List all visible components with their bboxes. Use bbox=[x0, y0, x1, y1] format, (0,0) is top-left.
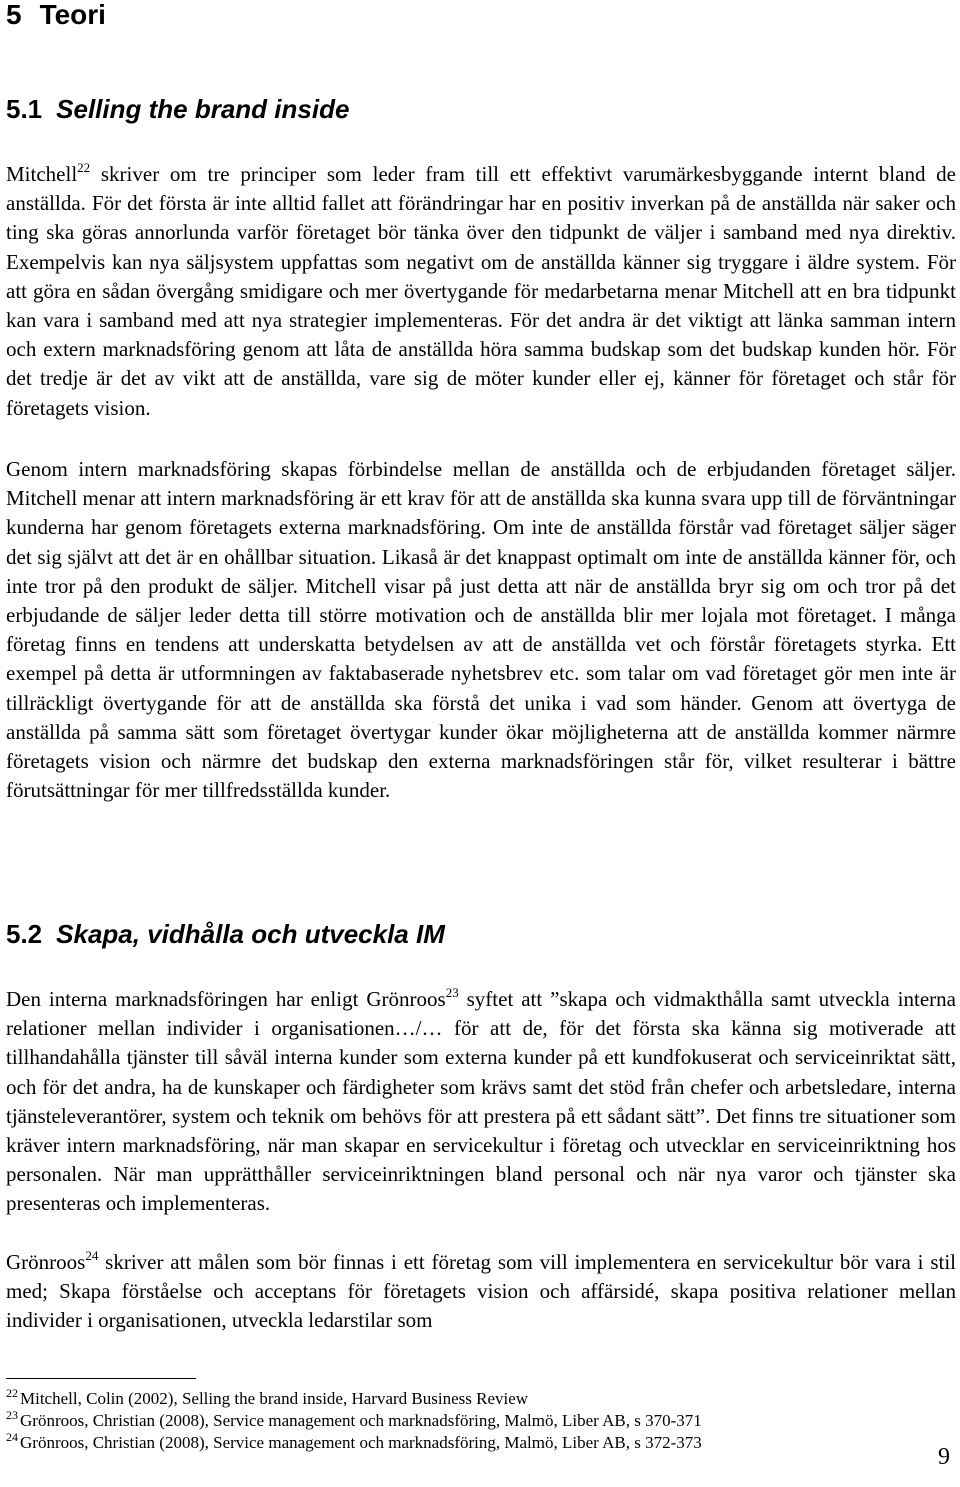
section-heading-5-2 bbox=[6, 918, 445, 950]
section-heading-5-1 bbox=[6, 93, 349, 125]
section-title: Skapa, vidhålla och utveckla IM bbox=[56, 919, 445, 949]
footnote-ref-22[interactable]: 22 bbox=[77, 160, 91, 175]
page-number: 9 bbox=[938, 1444, 950, 1470]
footnote-number: 24 bbox=[6, 1430, 18, 1444]
section-number: 5.1 bbox=[6, 94, 43, 124]
footnotes bbox=[6, 1388, 906, 1454]
paragraph-5-1-2: Genom intern marknadsföring skapas förbindelse mellan de anställda och de erbjudanden företaget säljer. Mitchell menar att intern marknadsföring är ett krav för att de anställda ska kunna svara upp till de förväntningar kunderna har genom företagets externa marknadsföring. Om inte de anställda förstår vad företaget säljer säger det sig självt att det är en ohållbar situation. Likaså är det knappast optimalt om inte de anställda känner för, och inte tror på den produkt de säljer. Mitchell visar på just detta att när de anställda bryr sig om och tror på det erbjudande de säljer leder detta till större motivation och de anställda blir mer lojala mot företaget. I många företag finns en tendens att underskatta betydelsen av att de anställda vet och förstår företagets styrka. Ett exempel på detta är utformningen av faktabaserade nyhetsbrev etc. som talar om vad företaget gör men inte är tillräckligt övertygande för att de anställda ska förstå det unika i vad som händer. Genom att övertyga de anställda på samma sätt som företaget övertygar kunder ökar möjligheterna att de anställda kommer närmre företagets vision och närmre det budskap den externa marknadsföringen står för, vilket resulterar i bättre förutsättningar för mer tillfredsställda kunder. bbox=[6, 457, 956, 803]
section-title: Selling the brand inside bbox=[56, 94, 350, 124]
paragraph-5-2-1: Den interna marknadsföringen har enligt Grönroos$^{23}$ syftet att ”skapa och vidmakthålla samt utveckla interna relationer mellan individer i organisationen…/… för att de, för det första ska känna sig motiverade att tillhandahålla tjänster till såväl interna kunder som externa kunder på ett kundfokuserat och serviceinriktat sätt, och för det andra, ha de kunskaper och färdigheter som krävs samt det stöd från chefer och arbetsledare, interna tjänsteleverantörer, system och teknik om behövs för att prestera på ett sådant sätt”. Det finns tre situationer som kräver intern marknadsföring, när man skapar en servicekultur i företag och utvecklar en serviceinriktning hos personalen. När man upprätthåller serviceinriktningen bland personal och när nya varor och tjänster ska presenteras och implementeras. bbox=[6, 985, 956, 1216]
footnote-number: 23 bbox=[6, 1408, 18, 1422]
footnote-number: 22 bbox=[6, 1386, 18, 1400]
footnote bbox=[6, 1388, 906, 1410]
paragraph-5-2-2: Grönroos$^{24}$ skriver att målen som bör finnas i ett företag som vill implementera en servicekultur bör vara i stil med; Skapa förståelse och acceptans för företagets vision och affärsidé, skapa positiva relationer mellan individer i organisationen, utveckla ledarstilar som bbox=[6, 1248, 956, 1333]
chapter-title: Teori bbox=[39, 0, 106, 30]
chapter-number: 5 bbox=[6, 0, 22, 30]
footnote-ref-24[interactable]: 24 bbox=[85, 1248, 99, 1263]
footnote-separator bbox=[6, 1378, 196, 1379]
footnote-text: Mitchell, Colin (2002), Selling the brand inside, Harvard Business Review bbox=[20, 1389, 529, 1408]
section-number: 5.2 bbox=[6, 919, 43, 949]
footnote bbox=[6, 1432, 906, 1454]
footnote-text: Grönroos, Christian (2008), Service management och marknadsföring, Malmö, Liber AB, s 372-373 bbox=[20, 1433, 702, 1452]
footnote-text: Grönroos, Christian (2008), Service management och marknadsföring, Malmö, Liber AB, s 370-371 bbox=[20, 1411, 702, 1430]
footnote-ref-23[interactable]: 23 bbox=[445, 985, 459, 1000]
chapter-heading bbox=[6, 0, 106, 32]
footnote bbox=[6, 1410, 906, 1432]
paragraph-5-1-1: Mitchell$^{22}$ skriver om tre principer som leder fram till ett effektivt varumärkesbyggande internt bland de anställda. För det första är inte alltid fallet att förändringar har en positiv inverkan på de anställda när saker och ting ska göras annorlunda varför företaget bör tänka över den tidpunkt de väljer i samband med nya direktiv. Exempelvis kan nya säljsystem uppfattas som negativt om de anställda känner sig tryggare i äldre system. För att göra en sådan övergång smidigare och mer övertygande för medarbetarna menar Mitchell att en bra tidpunkt kan vara i samband med att nya strategier implementeras. För det andra är det viktigt att länka samman intern och extern marknadsföring genom att låta de anställda höra samma budskap som det budskap kunden hör. För det tredje är det av vikt att de anställda, vare sig de möter kunder eller ej, känner för företaget och står för företagets vision. bbox=[6, 160, 956, 420]
